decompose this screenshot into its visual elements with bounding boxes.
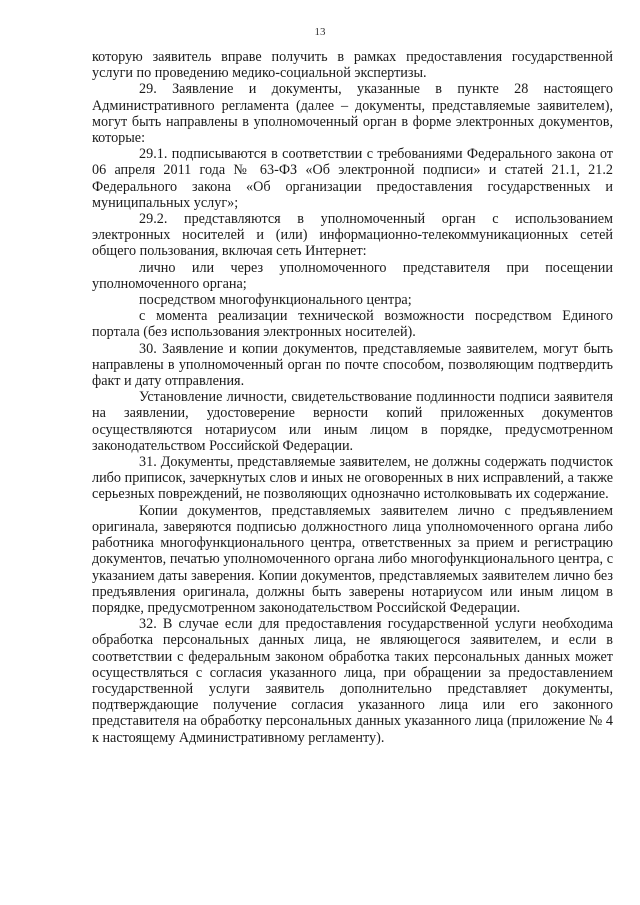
list-item-mfc: посредством многофункционального центра; [139,292,412,309]
paragraph-copies: Копии документов, представляемых заявителем лично с предъявлением оригинала, заверяются подписью должностного лица уполномоченного органа либо работника многофункционального центра, ответственных за прием и регистрацию документов, печатью уполномоченного органа либо многофункционального центра, с указанием даты заверения. Копии документов, представляемых заявителем лично без предъявления оригинала, должны быть заверены нотариусом или иным лицом в порядке, предусмотренном законодательством Российской Федерации. [92,502,613,616]
list-item-portal: с момента реализации технической возможности посредством Единого портала (без использования электронных носителей). [92,308,613,341]
paragraph-30: 30. Заявление и копии документов, представляемые заявителем, могут быть направлены в уполномоченный орган по почте способом, позволяющим подтвердить факт и дату отправления. [92,340,613,390]
paragraph-continuation: которую заявитель вправе получить в рамках предоставления государственной услуги по проведению медико-социальной экспертизы. [92,49,613,82]
paragraph-identity: Установление личности, свидетельствование подлинности подписи заявителя на заявлении, удостоверение верности копий приложенных документов осуществляются нотариусом или иным лицом в порядке, предусмотренном законодательством Российской Федерации. [92,389,613,454]
document-body [92,49,613,746]
list-item-in-person: лично или через уполномоченного представителя при посещении уполномоченного органа; [92,259,613,292]
paragraph-29: 29. Заявление и документы, указанные в пункте 28 настоящего Административного регламента (далее – документы, представляемые заявителем), могут быть направлены в уполномоченный орган в форме электронных документов, которые: [92,81,613,147]
page-number: 13 [314,26,326,38]
paragraph-29-1: 29.1. подписываются в соответствии с требованиями Федерального закона от 06 апреля 2011 года № 63-ФЗ «Об электронной подписи» и статей 21.1, 21.2 Федерального закона «Об организации предоставления государственных и муниципальных услуг»; [92,146,613,211]
paragraph-29-2: 29.2. представляются в уполномоченный орган с использованием электронных носителей и (или) информационно-телекоммуникационных сетей общего пользования, включая сеть Интернет: [92,211,613,260]
paragraph-31: 31. Документы, представляемые заявителем, не должны содержать подчисток либо приписок, зачеркнутых слов и иных не оговоренных в них исправлений, а также серьезных повреждений, не позволяющих однозначно истолковывать их содержание. [92,454,613,503]
paragraph-32: 32. В случае если для предоставления государственной услуги необходима обработка персональных данных лица, не являющегося заявителем, и если в соответствии с федеральным законом обработка таких персональных данных может осуществляться с согласия указанного лица, при обращении за предоставлением государственной услуги заявитель дополнительно представляет документы, подтверждающие получение согласия указанного лица или его законного представителя на обработку персональных данных указанного лица (приложение № 4 к настоящему Административному регламенту). [92,616,613,746]
